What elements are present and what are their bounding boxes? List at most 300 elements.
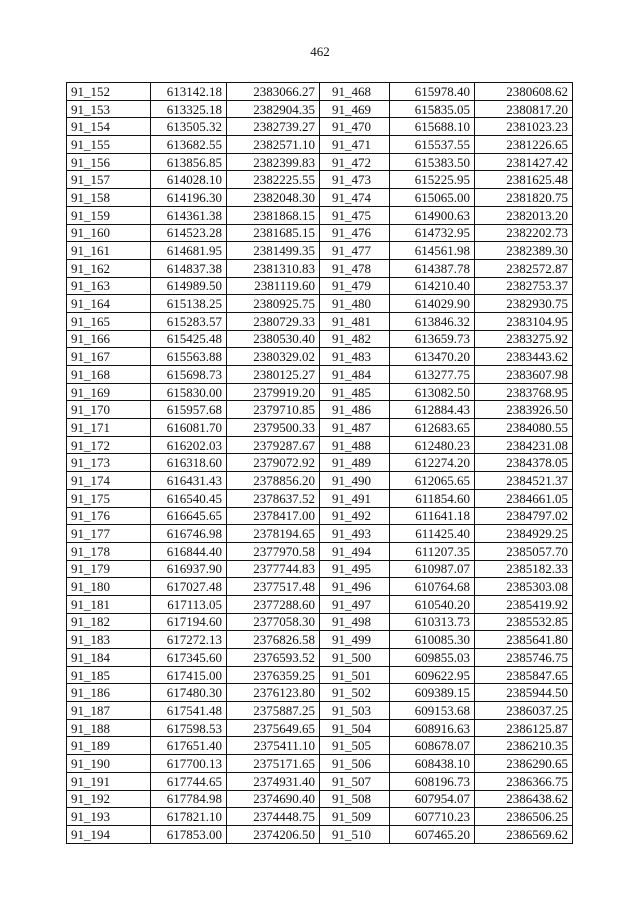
x-coordinate-left: 616202.03 (151, 436, 227, 454)
y-coordinate-right: 2385182.33 (475, 560, 573, 578)
point-id-left: 91_168 (67, 366, 151, 384)
y-coordinate-left: 2377744.83 (227, 560, 320, 578)
x-coordinate-left: 615563.88 (151, 348, 227, 366)
y-coordinate-left: 2381310.83 (227, 259, 320, 277)
x-coordinate-right: 610764.68 (390, 578, 475, 596)
y-coordinate-right: 2386366.75 (475, 772, 573, 790)
x-coordinate-left: 615957.68 (151, 401, 227, 419)
x-coordinate-left: 615283.57 (151, 312, 227, 330)
point-id-left: 91_159 (67, 206, 151, 224)
y-coordinate-left: 2377288.60 (227, 595, 320, 613)
y-coordinate-left: 2379710.85 (227, 401, 320, 419)
point-id-right: 91_506 (320, 755, 390, 773)
point-id-right: 91_469 (320, 100, 390, 118)
y-coordinate-right: 2382930.75 (475, 295, 573, 313)
point-id-left: 91_176 (67, 507, 151, 525)
point-id-left: 91_177 (67, 525, 151, 543)
point-id-right: 91_474 (320, 189, 390, 207)
table-row (67, 649, 573, 667)
x-coordinate-left: 613142.18 (151, 83, 227, 101)
x-coordinate-left: 616937.90 (151, 560, 227, 578)
x-coordinate-right: 615688.10 (390, 118, 475, 136)
x-coordinate-left: 617700.13 (151, 755, 227, 773)
point-id-right: 91_482 (320, 330, 390, 348)
table-row (67, 348, 573, 366)
y-coordinate-right: 2386290.65 (475, 755, 573, 773)
point-id-left: 91_192 (67, 790, 151, 808)
point-id-right: 91_481 (320, 312, 390, 330)
x-coordinate-right: 608196.73 (390, 772, 475, 790)
x-coordinate-left: 617784.98 (151, 790, 227, 808)
y-coordinate-left: 2380729.33 (227, 312, 320, 330)
point-id-left: 91_166 (67, 330, 151, 348)
point-id-left: 91_183 (67, 631, 151, 649)
y-coordinate-right: 2381226.65 (475, 136, 573, 154)
table-row (67, 631, 573, 649)
point-id-left: 91_181 (67, 595, 151, 613)
x-coordinate-right: 615065.00 (390, 189, 475, 207)
y-coordinate-left: 2375411.10 (227, 737, 320, 755)
point-id-right: 91_499 (320, 631, 390, 649)
y-coordinate-right: 2384378.05 (475, 454, 573, 472)
y-coordinate-left: 2376123.80 (227, 684, 320, 702)
y-coordinate-right: 2382753.37 (475, 277, 573, 295)
x-coordinate-left: 617651.40 (151, 737, 227, 755)
y-coordinate-right: 2381625.48 (475, 171, 573, 189)
x-coordinate-right: 613277.75 (390, 366, 475, 384)
point-id-right: 91_492 (320, 507, 390, 525)
x-coordinate-left: 617027.48 (151, 578, 227, 596)
y-coordinate-left: 2382739.27 (227, 118, 320, 136)
point-id-right: 91_484 (320, 366, 390, 384)
y-coordinate-right: 2383768.95 (475, 383, 573, 401)
y-coordinate-left: 2379919.20 (227, 383, 320, 401)
x-coordinate-left: 613682.55 (151, 136, 227, 154)
x-coordinate-right: 608916.63 (390, 719, 475, 737)
y-coordinate-right: 2386210.35 (475, 737, 573, 755)
y-coordinate-left: 2374206.50 (227, 825, 320, 843)
table-row (67, 578, 573, 596)
table-row (67, 295, 573, 313)
y-coordinate-right: 2385641.80 (475, 631, 573, 649)
point-id-left: 91_189 (67, 737, 151, 755)
y-coordinate-left: 2382048.30 (227, 189, 320, 207)
x-coordinate-right: 612065.65 (390, 472, 475, 490)
x-coordinate-right: 613846.32 (390, 312, 475, 330)
y-coordinate-left: 2381119.60 (227, 277, 320, 295)
x-coordinate-right: 612274.20 (390, 454, 475, 472)
table-row (67, 242, 573, 260)
x-coordinate-left: 613856.85 (151, 153, 227, 171)
x-coordinate-left: 616746.98 (151, 525, 227, 543)
table-row (67, 613, 573, 631)
table-row (67, 454, 573, 472)
table-row (67, 436, 573, 454)
x-coordinate-right: 613082.50 (390, 383, 475, 401)
x-coordinate-right: 611207.35 (390, 542, 475, 560)
y-coordinate-left: 2377517.48 (227, 578, 320, 596)
point-id-left: 91_153 (67, 100, 151, 118)
x-coordinate-left: 617113.05 (151, 595, 227, 613)
point-id-left: 91_180 (67, 578, 151, 596)
point-id-right: 91_479 (320, 277, 390, 295)
x-coordinate-right: 613470.20 (390, 348, 475, 366)
x-coordinate-right: 610540.20 (390, 595, 475, 613)
x-coordinate-right: 609153.68 (390, 702, 475, 720)
x-coordinate-left: 614196.30 (151, 189, 227, 207)
y-coordinate-left: 2381685.15 (227, 224, 320, 242)
y-coordinate-right: 2380608.62 (475, 83, 573, 101)
x-coordinate-left: 616081.70 (151, 419, 227, 437)
x-coordinate-left: 615830.00 (151, 383, 227, 401)
y-coordinate-right: 2384661.05 (475, 489, 573, 507)
point-id-right: 91_468 (320, 83, 390, 101)
point-id-right: 91_508 (320, 790, 390, 808)
point-id-right: 91_478 (320, 259, 390, 277)
y-coordinate-left: 2382225.55 (227, 171, 320, 189)
point-id-left: 91_175 (67, 489, 151, 507)
table-row (67, 171, 573, 189)
point-id-right: 91_509 (320, 808, 390, 826)
y-coordinate-left: 2374690.40 (227, 790, 320, 808)
x-coordinate-right: 611854.60 (390, 489, 475, 507)
table-row (67, 330, 573, 348)
x-coordinate-left: 614681.95 (151, 242, 227, 260)
x-coordinate-left: 616318.60 (151, 454, 227, 472)
point-id-left: 91_190 (67, 755, 151, 773)
table-row (67, 277, 573, 295)
y-coordinate-right: 2385057.70 (475, 542, 573, 560)
x-coordinate-left: 615425.48 (151, 330, 227, 348)
y-coordinate-right: 2381820.75 (475, 189, 573, 207)
point-id-right: 91_500 (320, 649, 390, 667)
y-coordinate-right: 2385847.65 (475, 666, 573, 684)
table-row (67, 136, 573, 154)
x-coordinate-right: 610085.30 (390, 631, 475, 649)
x-coordinate-right: 607710.23 (390, 808, 475, 826)
y-coordinate-left: 2380925.75 (227, 295, 320, 313)
point-id-right: 91_490 (320, 472, 390, 490)
y-coordinate-right: 2382572.87 (475, 259, 573, 277)
x-coordinate-right: 609855.03 (390, 649, 475, 667)
point-id-left: 91_171 (67, 419, 151, 437)
point-id-right: 91_507 (320, 772, 390, 790)
point-id-right: 91_470 (320, 118, 390, 136)
point-id-left: 91_165 (67, 312, 151, 330)
table-row (67, 472, 573, 490)
table-row (67, 224, 573, 242)
y-coordinate-left: 2376359.25 (227, 666, 320, 684)
x-coordinate-right: 611641.18 (390, 507, 475, 525)
x-coordinate-right: 609622.95 (390, 666, 475, 684)
y-coordinate-right: 2386438.62 (475, 790, 573, 808)
point-id-right: 91_497 (320, 595, 390, 613)
y-coordinate-right: 2382013.20 (475, 206, 573, 224)
page-number: 462 (310, 44, 330, 59)
x-coordinate-right: 615978.40 (390, 83, 475, 101)
point-id-left: 91_157 (67, 171, 151, 189)
table-body (67, 83, 573, 844)
table-row (67, 595, 573, 613)
x-coordinate-left: 617480.30 (151, 684, 227, 702)
table-row (67, 525, 573, 543)
point-id-left: 91_156 (67, 153, 151, 171)
x-coordinate-right: 615537.55 (390, 136, 475, 154)
table-row (67, 825, 573, 843)
table-row (67, 666, 573, 684)
x-coordinate-left: 614028.10 (151, 171, 227, 189)
y-coordinate-right: 2384929.25 (475, 525, 573, 543)
table-row (67, 189, 573, 207)
y-coordinate-right: 2384080.55 (475, 419, 573, 437)
x-coordinate-right: 614210.40 (390, 277, 475, 295)
x-coordinate-left: 613505.32 (151, 118, 227, 136)
point-id-left: 91_188 (67, 719, 151, 737)
coordinate-table (66, 82, 573, 844)
x-coordinate-left: 615138.25 (151, 295, 227, 313)
y-coordinate-right: 2383926.50 (475, 401, 573, 419)
table-row (67, 383, 573, 401)
y-coordinate-right: 2380817.20 (475, 100, 573, 118)
table-row (67, 684, 573, 702)
y-coordinate-right: 2385303.08 (475, 578, 573, 596)
x-coordinate-right: 611425.40 (390, 525, 475, 543)
y-coordinate-right: 2383275.92 (475, 330, 573, 348)
table-row (67, 118, 573, 136)
y-coordinate-right: 2385944.50 (475, 684, 573, 702)
y-coordinate-left: 2380329.02 (227, 348, 320, 366)
point-id-right: 91_488 (320, 436, 390, 454)
point-id-left: 91_186 (67, 684, 151, 702)
table-row (67, 790, 573, 808)
x-coordinate-left: 617541.48 (151, 702, 227, 720)
x-coordinate-left: 617345.60 (151, 649, 227, 667)
point-id-left: 91_185 (67, 666, 151, 684)
table-row (67, 401, 573, 419)
table-row (67, 737, 573, 755)
point-id-left: 91_162 (67, 259, 151, 277)
y-coordinate-right: 2381427.42 (475, 153, 573, 171)
x-coordinate-right: 615383.50 (390, 153, 475, 171)
x-coordinate-right: 614387.78 (390, 259, 475, 277)
y-coordinate-right: 2386569.62 (475, 825, 573, 843)
table-row (67, 312, 573, 330)
x-coordinate-left: 617194.60 (151, 613, 227, 631)
point-id-left: 91_173 (67, 454, 151, 472)
table-row (67, 808, 573, 826)
x-coordinate-right: 610313.73 (390, 613, 475, 631)
point-id-left: 91_155 (67, 136, 151, 154)
point-id-right: 91_485 (320, 383, 390, 401)
x-coordinate-left: 614989.50 (151, 277, 227, 295)
x-coordinate-right: 614900.63 (390, 206, 475, 224)
table-row (67, 419, 573, 437)
point-id-left: 91_187 (67, 702, 151, 720)
point-id-right: 91_493 (320, 525, 390, 543)
y-coordinate-left: 2379287.67 (227, 436, 320, 454)
x-coordinate-left: 617272.13 (151, 631, 227, 649)
y-coordinate-right: 2385532.85 (475, 613, 573, 631)
point-id-right: 91_476 (320, 224, 390, 242)
point-id-left: 91_194 (67, 825, 151, 843)
point-id-left: 91_160 (67, 224, 151, 242)
x-coordinate-right: 607465.20 (390, 825, 475, 843)
point-id-left: 91_167 (67, 348, 151, 366)
x-coordinate-right: 608438.10 (390, 755, 475, 773)
y-coordinate-right: 2385746.75 (475, 649, 573, 667)
point-id-left: 91_172 (67, 436, 151, 454)
point-id-left: 91_169 (67, 383, 151, 401)
point-id-left: 91_170 (67, 401, 151, 419)
point-id-right: 91_503 (320, 702, 390, 720)
x-coordinate-left: 617853.00 (151, 825, 227, 843)
y-coordinate-left: 2379072.92 (227, 454, 320, 472)
x-coordinate-left: 617821.10 (151, 808, 227, 826)
y-coordinate-left: 2378856.20 (227, 472, 320, 490)
y-coordinate-left: 2375171.65 (227, 755, 320, 773)
x-coordinate-right: 609389.15 (390, 684, 475, 702)
x-coordinate-right: 612480.23 (390, 436, 475, 454)
point-id-right: 91_510 (320, 825, 390, 843)
y-coordinate-left: 2381499.35 (227, 242, 320, 260)
point-id-right: 91_473 (320, 171, 390, 189)
point-id-left: 91_158 (67, 189, 151, 207)
point-id-right: 91_491 (320, 489, 390, 507)
x-coordinate-left: 617744.65 (151, 772, 227, 790)
table-row (67, 702, 573, 720)
x-coordinate-left: 615698.73 (151, 366, 227, 384)
y-coordinate-left: 2378637.52 (227, 489, 320, 507)
x-coordinate-right: 615225.95 (390, 171, 475, 189)
point-id-left: 91_179 (67, 560, 151, 578)
point-id-right: 91_494 (320, 542, 390, 560)
y-coordinate-right: 2383104.95 (475, 312, 573, 330)
y-coordinate-left: 2375887.25 (227, 702, 320, 720)
y-coordinate-left: 2377058.30 (227, 613, 320, 631)
x-coordinate-right: 607954.07 (390, 790, 475, 808)
y-coordinate-left: 2379500.33 (227, 419, 320, 437)
point-id-right: 91_471 (320, 136, 390, 154)
x-coordinate-right: 614029.90 (390, 295, 475, 313)
point-id-right: 91_486 (320, 401, 390, 419)
point-id-right: 91_489 (320, 454, 390, 472)
y-coordinate-right: 2381023.23 (475, 118, 573, 136)
point-id-left: 91_178 (67, 542, 151, 560)
point-id-right: 91_495 (320, 560, 390, 578)
y-coordinate-left: 2380530.40 (227, 330, 320, 348)
y-coordinate-left: 2380125.27 (227, 366, 320, 384)
x-coordinate-right: 608678.07 (390, 737, 475, 755)
point-id-left: 91_193 (67, 808, 151, 826)
point-id-left: 91_163 (67, 277, 151, 295)
y-coordinate-right: 2384231.08 (475, 436, 573, 454)
point-id-right: 91_505 (320, 737, 390, 755)
table-row (67, 560, 573, 578)
point-id-left: 91_191 (67, 772, 151, 790)
point-id-left: 91_161 (67, 242, 151, 260)
x-coordinate-right: 614561.98 (390, 242, 475, 260)
point-id-right: 91_487 (320, 419, 390, 437)
x-coordinate-left: 616645.65 (151, 507, 227, 525)
table-row (67, 755, 573, 773)
y-coordinate-right: 2386506.25 (475, 808, 573, 826)
y-coordinate-left: 2374931.40 (227, 772, 320, 790)
point-id-left: 91_164 (67, 295, 151, 313)
x-coordinate-right: 614732.95 (390, 224, 475, 242)
y-coordinate-right: 2384521.37 (475, 472, 573, 490)
y-coordinate-left: 2383066.27 (227, 83, 320, 101)
y-coordinate-right: 2383607.98 (475, 366, 573, 384)
x-coordinate-left: 613325.18 (151, 100, 227, 118)
point-id-right: 91_480 (320, 295, 390, 313)
point-id-right: 91_483 (320, 348, 390, 366)
point-id-left: 91_152 (67, 83, 151, 101)
x-coordinate-left: 616431.43 (151, 472, 227, 490)
table-row (67, 259, 573, 277)
point-id-left: 91_154 (67, 118, 151, 136)
y-coordinate-left: 2382399.83 (227, 153, 320, 171)
x-coordinate-right: 612884.43 (390, 401, 475, 419)
y-coordinate-right: 2382389.30 (475, 242, 573, 260)
y-coordinate-left: 2382904.35 (227, 100, 320, 118)
y-coordinate-left: 2378194.65 (227, 525, 320, 543)
y-coordinate-right: 2383443.62 (475, 348, 573, 366)
table-row (67, 83, 573, 101)
point-id-left: 91_182 (67, 613, 151, 631)
table-row (67, 206, 573, 224)
point-id-left: 91_174 (67, 472, 151, 490)
table-row (67, 366, 573, 384)
x-coordinate-right: 613659.73 (390, 330, 475, 348)
table-row (67, 489, 573, 507)
y-coordinate-left: 2376593.52 (227, 649, 320, 667)
y-coordinate-left: 2374448.75 (227, 808, 320, 826)
y-coordinate-left: 2382571.10 (227, 136, 320, 154)
x-coordinate-left: 617598.53 (151, 719, 227, 737)
y-coordinate-right: 2386125.87 (475, 719, 573, 737)
x-coordinate-left: 614361.38 (151, 206, 227, 224)
table-row (67, 100, 573, 118)
x-coordinate-left: 616844.40 (151, 542, 227, 560)
y-coordinate-right: 2384797.02 (475, 507, 573, 525)
table-row (67, 542, 573, 560)
x-coordinate-left: 617415.00 (151, 666, 227, 684)
y-coordinate-left: 2376826.58 (227, 631, 320, 649)
point-id-right: 91_477 (320, 242, 390, 260)
point-id-right: 91_501 (320, 666, 390, 684)
point-id-right: 91_502 (320, 684, 390, 702)
x-coordinate-right: 610987.07 (390, 560, 475, 578)
table-row (67, 772, 573, 790)
table-row (67, 153, 573, 171)
y-coordinate-right: 2385419.92 (475, 595, 573, 613)
point-id-right: 91_498 (320, 613, 390, 631)
table-row (67, 719, 573, 737)
x-coordinate-left: 614523.28 (151, 224, 227, 242)
y-coordinate-right: 2382202.73 (475, 224, 573, 242)
x-coordinate-right: 615835.05 (390, 100, 475, 118)
point-id-right: 91_472 (320, 153, 390, 171)
point-id-right: 91_504 (320, 719, 390, 737)
y-coordinate-left: 2378417.00 (227, 507, 320, 525)
x-coordinate-left: 614837.38 (151, 259, 227, 277)
y-coordinate-left: 2377970.58 (227, 542, 320, 560)
y-coordinate-left: 2381868.15 (227, 206, 320, 224)
point-id-right: 91_475 (320, 206, 390, 224)
table-row (67, 507, 573, 525)
point-id-left: 91_184 (67, 649, 151, 667)
x-coordinate-right: 612683.65 (390, 419, 475, 437)
